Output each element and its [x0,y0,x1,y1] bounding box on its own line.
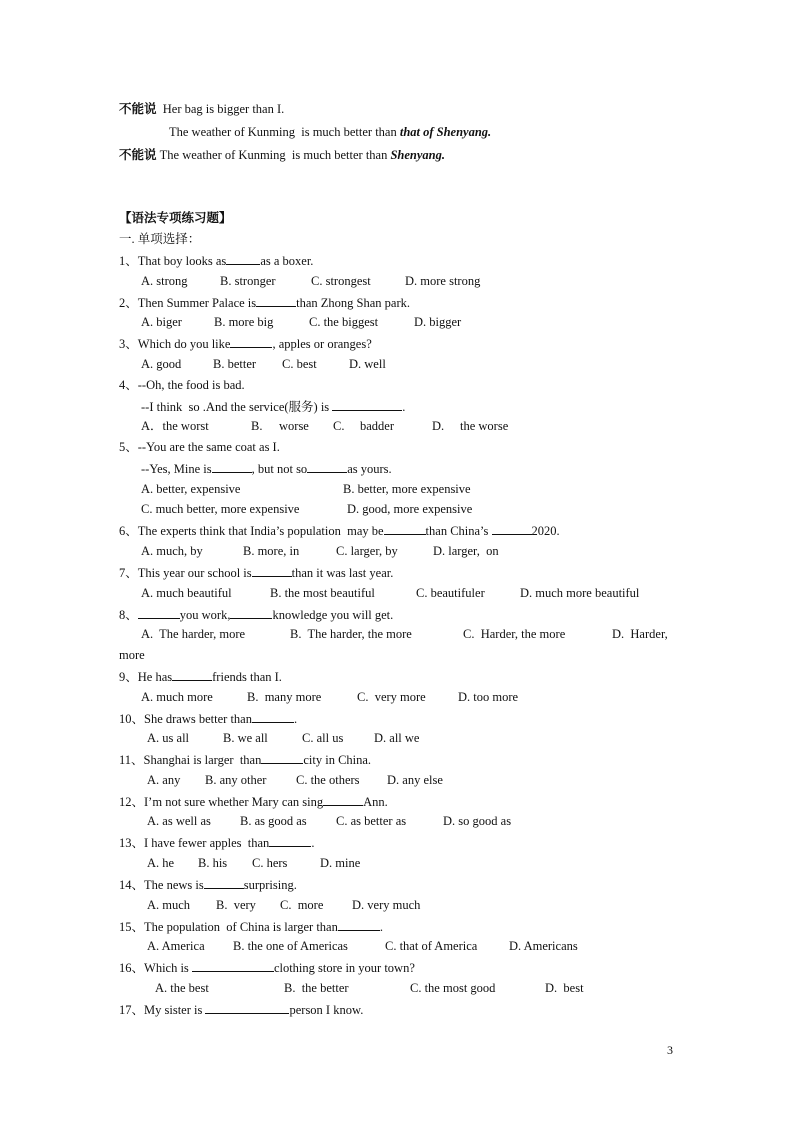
answer-blank [256,294,296,307]
stem-text: , apples or oranges? [272,337,372,351]
question-number: 4、 [119,378,138,392]
stem-text: I’m not sure whether Mary can sing [144,795,324,809]
question-stem [119,294,410,311]
answer-blank [204,876,244,889]
question-number: 12、 [119,795,145,809]
stem-text: The news is [144,878,204,892]
stem-text: This year our school is [137,566,252,580]
answer-blank [226,252,260,265]
stem-text: He has [137,670,173,684]
option-b: B. better, more expensive [343,482,471,496]
stem-text: . [293,712,298,726]
question-stem [119,439,280,455]
option-d-wrap: more [119,648,145,662]
answer-blank [252,564,292,577]
option-a: A. much, by [141,544,203,558]
answer-blank [230,335,272,348]
option-d: D. so good as [443,814,512,828]
stem-text: as a boxer. [260,254,314,268]
question-stem-line2 [141,460,392,477]
stem-text: knowledge you will get. [272,608,394,622]
question-number: 9、 [119,670,138,684]
option-a: A. strong [141,274,188,288]
stem-text: . [311,836,315,850]
option-a: A．the worst [141,419,209,433]
option-a: A. good [141,357,182,371]
note-text-1: Her bag is bigger than I. [162,102,285,116]
option-a: A. The harder, more [141,627,246,641]
answer-blank [261,751,303,764]
note-emph-2: that of Shenyang. [399,125,492,139]
stem-text: Ann. [363,795,388,809]
option-d: D. well [349,357,386,371]
stem-text: My sister is [144,1003,206,1017]
option-d: D. larger, on [433,544,499,558]
option-d: D. much more beautiful [520,586,640,600]
answer-blank [192,959,274,972]
stem-text: than China’s [425,524,492,538]
stem-text: . [379,920,383,934]
option-b: B. more, in [243,544,300,558]
question-stem [119,522,560,539]
option-a: A. he [147,856,175,870]
question-number: 8、 [119,608,138,622]
note-line-1 [119,101,284,117]
answer-blank [205,1001,289,1014]
option-c: C. strongest [311,274,371,288]
note-emph-3: Shenyang. [390,148,446,162]
stem-text: than it was last year. [291,566,394,580]
option-a: A. us all [147,731,190,745]
question-stem [119,918,383,935]
answer-blank [384,522,426,535]
answer-blank [323,793,363,806]
option-c: C. best [282,357,317,371]
option-c: C. much better, more expensive [141,502,300,516]
answer-blank [492,522,532,535]
answer-blank [307,460,347,473]
answer-blank [338,918,380,931]
stem-text: --I think so .And the service(服务) is [141,400,333,414]
question-number: 5、 [119,440,138,454]
option-c: C. as better as [336,814,407,828]
note-text-2: The weather of Kunming is much better than [169,125,400,139]
note-line-2 [169,124,491,140]
stem-text: She draws better than [144,712,252,726]
option-b-text: worse [279,419,309,433]
option-b: B. any other [205,773,267,787]
question-stem [119,834,314,851]
option-c: C. all us [302,731,344,745]
option-b: B. The harder, the more [290,627,412,641]
stem-text: clothing store in your town? [273,961,415,975]
stem-text: That boy looks as [137,254,227,268]
question-stem [119,564,393,581]
option-d: D. Harder, [612,627,668,641]
option-b: B. more big [214,315,274,329]
stem-text: Which do you like [137,337,231,351]
option-a: A. much more [141,690,213,704]
question-stem [119,710,297,727]
question-number: 2、 [119,296,138,310]
option-c-text: badder [360,419,395,433]
stem-text: Shanghai is larger than [143,753,262,767]
question-stem [119,793,388,810]
option-d: D. more strong [405,274,481,288]
option-c: C. the others [296,773,360,787]
option-b: B. stronger [220,274,276,288]
option-b: B. we all [223,731,268,745]
option-d: D. Americans [509,939,578,953]
not-say-label: 不能说 [119,102,157,116]
option-c-letter: C. [333,419,345,433]
question-number: 3、 [119,337,138,351]
page-number: 3 [667,1043,673,1057]
stem-text: The experts think that India’s population may be [137,524,384,538]
option-a: A. much [147,898,191,912]
option-a: A. the best [155,981,209,995]
stem-text: than Zhong Shan park. [296,296,411,310]
stem-text: 2020. [531,524,560,538]
answer-blank [212,460,252,473]
answer-blank [172,668,212,681]
stem-text: I have fewer apples than [144,836,270,850]
option-d: D. very much [352,898,421,912]
option-b: B. the one of Americas [233,939,348,953]
question-number: 1、 [119,254,138,268]
option-c: C. beautifuler [416,586,485,600]
question-stem [119,335,372,352]
not-say-label: 不能说 [119,148,157,162]
stem-text: Which is [144,961,192,975]
section-subtitle: 一. 单项选择： [119,232,201,246]
question-number: 11、 [119,753,144,767]
option-d: D. best [545,981,584,995]
stem-text: friends than I. [212,670,282,684]
stem-text: surprising. [243,878,297,892]
option-c: C. very more [357,690,426,704]
question-number: 7、 [119,566,138,580]
option-c: C. hers [252,856,288,870]
stem-text: person I know. [289,1003,364,1017]
option-a: A. as well as [147,814,211,828]
question-stem [119,377,245,393]
option-b: B. his [198,856,228,870]
question-stem-line2 [141,398,405,415]
option-c: C. larger, by [336,544,398,558]
stem-text: --You are the same coat as I. [137,440,280,454]
option-d-text: the worse [460,419,509,433]
option-a: A. any [147,773,181,787]
stem-text: city in China. [303,753,372,767]
stem-text: --Yes, Mine is [141,462,212,476]
option-b: B. the most beautiful [270,586,375,600]
option-d-letter: D. [432,419,445,433]
option-c: C. that of America [385,939,478,953]
answer-blank [269,834,311,847]
answer-blank [252,710,294,723]
section-title: 【语法专项练习题】 [119,211,232,225]
answer-blank [230,606,272,619]
option-d: D. mine [320,856,361,870]
option-c: C. the most good [410,981,496,995]
option-b: B. better [213,357,257,371]
stem-text: you work, [179,608,231,622]
option-c: C. more [280,898,324,912]
question-number: 10、 [119,712,145,726]
question-number: 17、 [119,1003,145,1017]
question-stem [119,668,282,685]
question-number: 15、 [119,920,145,934]
question-stem [119,252,313,269]
note-line-3 [119,147,445,163]
option-c: C. Harder, the more [463,627,566,641]
question-stem [119,876,297,893]
question-number: 16、 [119,961,145,975]
option-c: C. the biggest [309,315,379,329]
option-d: D. too more [458,690,519,704]
stem-text: as yours. [347,462,392,476]
question-number: 6、 [119,524,138,538]
option-b: B. the better [284,981,349,995]
answer-blank [332,398,402,411]
option-d: D. bigger [414,315,462,329]
question-stem [119,1001,363,1018]
note-text-3: The weather of Kunming is much better than [159,148,391,162]
option-a: A. biger [141,315,182,329]
stem-text: --Oh, the food is bad. [137,378,245,392]
option-a: A. better, expensive [141,482,241,496]
option-d: D. good, more expensive [347,502,473,516]
option-a: A. much beautiful [141,586,232,600]
stem-text: , but not so [251,462,308,476]
question-number: 14、 [119,878,145,892]
question-stem [119,959,415,976]
option-a: A. America [147,939,205,953]
option-b-letter: B. [251,419,263,433]
option-d: D. all we [374,731,420,745]
question-number: 13、 [119,836,145,850]
answer-blank [138,606,180,619]
option-b: B. many more [247,690,322,704]
option-b: B. as good as [240,814,307,828]
question-stem [119,751,371,768]
question-stem [119,606,393,623]
option-d: D. any else [387,773,443,787]
stem-text: . [402,400,406,414]
option-b: B. very [216,898,256,912]
stem-text: The population of China is larger than [144,920,338,934]
stem-text: Then Summer Palace is [137,296,257,310]
